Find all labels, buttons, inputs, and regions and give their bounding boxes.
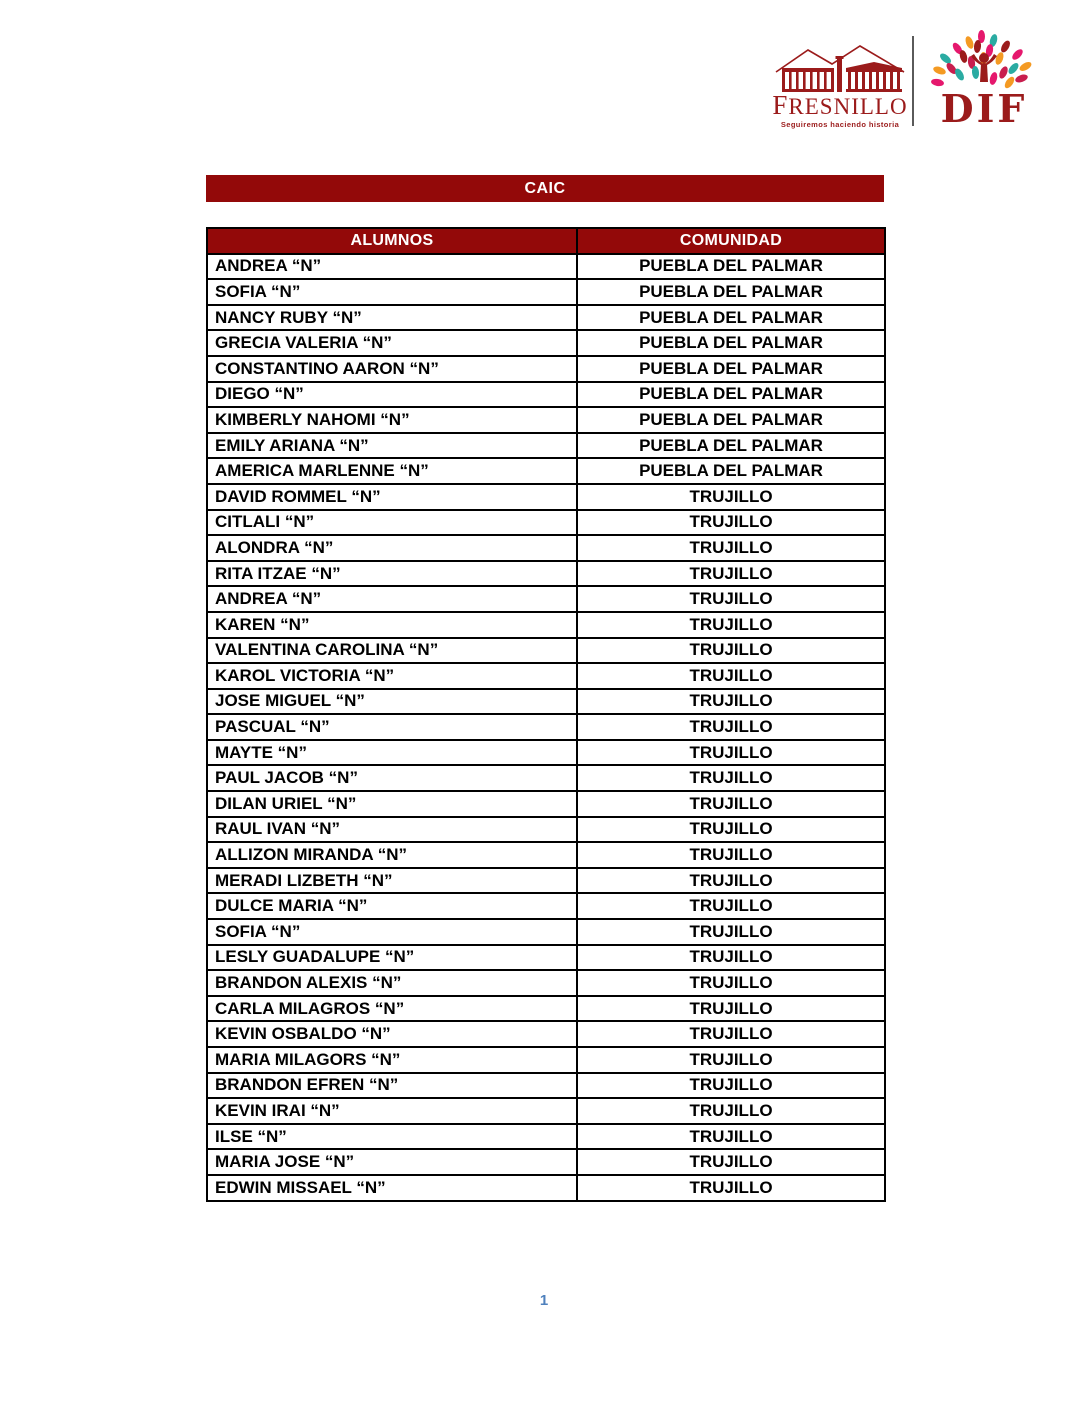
student-name-cell: ANDREA “N” xyxy=(207,254,577,280)
community-cell: TRUJILLO xyxy=(577,740,885,766)
student-name-cell: EDWIN MISSAEL “N” xyxy=(207,1175,577,1201)
student-name-cell: CITLALI “N” xyxy=(207,510,577,536)
table-row xyxy=(207,1098,885,1124)
dif-person-icon xyxy=(969,52,999,86)
table-row xyxy=(207,382,885,408)
student-name-cell: RITA ITZAE “N” xyxy=(207,561,577,587)
community-cell: PUEBLA DEL PALMAR xyxy=(577,356,885,382)
page-number: 1 xyxy=(539,1292,549,1309)
table-row xyxy=(207,1047,885,1073)
fresnillo-building-icon xyxy=(774,42,906,94)
student-name-cell: DULCE MARIA “N” xyxy=(207,893,577,919)
community-cell: TRUJILLO xyxy=(577,1047,885,1073)
student-name-cell: DILAN URIEL “N” xyxy=(207,791,577,817)
student-name-cell: DAVID ROMMEL “N” xyxy=(207,484,577,510)
table-row xyxy=(207,484,885,510)
table-row xyxy=(207,817,885,843)
table-row xyxy=(207,305,885,331)
table-row xyxy=(207,279,885,305)
community-cell: TRUJILLO xyxy=(577,945,885,971)
community-cell: PUEBLA DEL PALMAR xyxy=(577,433,885,459)
community-cell: PUEBLA DEL PALMAR xyxy=(577,279,885,305)
column-header-alumnos: ALUMNOS xyxy=(207,228,577,254)
student-name-cell: VALENTINA CAROLINA “N” xyxy=(207,638,577,664)
student-name-cell: KAREN “N” xyxy=(207,612,577,638)
dif-leaf-icon xyxy=(953,67,966,82)
student-name-cell: DIEGO “N” xyxy=(207,382,577,408)
community-cell: TRUJILLO xyxy=(577,791,885,817)
student-name-cell: BRANDON ALEXIS “N” xyxy=(207,970,577,996)
table-row xyxy=(207,714,885,740)
table-row xyxy=(207,868,885,894)
table-row xyxy=(207,612,885,638)
community-cell: TRUJILLO xyxy=(577,919,885,945)
dif-logo xyxy=(932,30,1036,131)
community-cell: PUEBLA DEL PALMAR xyxy=(577,254,885,280)
community-cell: TRUJILLO xyxy=(577,1124,885,1150)
table-row xyxy=(207,458,885,484)
community-cell: TRUJILLO xyxy=(577,535,885,561)
table-row xyxy=(207,510,885,536)
community-cell: TRUJILLO xyxy=(577,1175,885,1201)
student-name-cell: BRANDON EFREN “N” xyxy=(207,1073,577,1099)
student-name-cell: NANCY RUBY “N” xyxy=(207,305,577,331)
community-cell: PUEBLA DEL PALMAR xyxy=(577,305,885,331)
dif-leaf-icon xyxy=(932,65,947,76)
community-cell: TRUJILLO xyxy=(577,1149,885,1175)
community-cell: TRUJILLO xyxy=(577,689,885,715)
student-name-cell: AMERICA MARLENNE “N” xyxy=(207,458,577,484)
student-name-cell: ANDREA “N” xyxy=(207,586,577,612)
community-cell: TRUJILLO xyxy=(577,1073,885,1099)
student-name-cell: SOFIA “N” xyxy=(207,279,577,305)
table-row xyxy=(207,330,885,356)
community-cell: TRUJILLO xyxy=(577,868,885,894)
community-cell: PUEBLA DEL PALMAR xyxy=(577,382,885,408)
table-row xyxy=(207,765,885,791)
table-row xyxy=(207,740,885,766)
table-row xyxy=(207,945,885,971)
student-name-cell: PASCUAL “N” xyxy=(207,714,577,740)
student-name-cell: ALLIZON MIRANDA “N” xyxy=(207,842,577,868)
community-cell: TRUJILLO xyxy=(577,1021,885,1047)
student-name-cell: MAYTE “N” xyxy=(207,740,577,766)
fresnillo-logo xyxy=(770,42,910,129)
community-cell: TRUJILLO xyxy=(577,561,885,587)
community-cell: TRUJILLO xyxy=(577,612,885,638)
table-row xyxy=(207,842,885,868)
community-cell: TRUJILLO xyxy=(577,714,885,740)
student-name-cell: KAROL VICTORIA “N” xyxy=(207,663,577,689)
dif-wordmark: DIF xyxy=(940,86,1028,131)
community-cell: TRUJILLO xyxy=(577,663,885,689)
table-row xyxy=(207,1073,885,1099)
community-cell: PUEBLA DEL PALMAR xyxy=(577,330,885,356)
student-name-cell: PAUL JACOB “N” xyxy=(207,765,577,791)
table-body xyxy=(207,254,885,1201)
table-row xyxy=(207,1175,885,1201)
student-name-cell: MARIA MILAGORS “N” xyxy=(207,1047,577,1073)
student-name-cell: MERADI LIZBETH “N” xyxy=(207,868,577,894)
student-name-cell: EMILY ARIANA “N” xyxy=(207,433,577,459)
table-row xyxy=(207,919,885,945)
table-row xyxy=(207,996,885,1022)
community-cell: TRUJILLO xyxy=(577,893,885,919)
student-name-cell: KEVIN IRAI “N” xyxy=(207,1098,577,1124)
dif-leaf-icon xyxy=(1014,73,1029,84)
community-cell: TRUJILLO xyxy=(577,638,885,664)
dif-leaf-icon xyxy=(1010,47,1024,61)
community-cell: PUEBLA DEL PALMAR xyxy=(577,458,885,484)
fresnillo-wordmark: FRESNILLO xyxy=(772,90,908,120)
community-cell: TRUJILLO xyxy=(577,586,885,612)
community-cell: TRUJILLO xyxy=(577,817,885,843)
student-name-cell: CONSTANTINO AARON “N” xyxy=(207,356,577,382)
table-row xyxy=(207,561,885,587)
fresnillo-tagline: Seguiremos haciendo historia xyxy=(780,120,900,129)
dif-leaf-icon xyxy=(1018,60,1033,73)
table-row xyxy=(207,1021,885,1047)
student-name-cell: RAUL IVAN “N” xyxy=(207,817,577,843)
community-cell: TRUJILLO xyxy=(577,996,885,1022)
student-name-cell: ALONDRA “N” xyxy=(207,535,577,561)
logo-divider xyxy=(912,36,914,126)
table-row xyxy=(207,893,885,919)
student-name-cell: JOSE MIGUEL “N” xyxy=(207,689,577,715)
table-row xyxy=(207,254,885,280)
student-name-cell: CARLA MILAGROS “N” xyxy=(207,996,577,1022)
community-cell: PUEBLA DEL PALMAR xyxy=(577,407,885,433)
student-name-cell: KEVIN OSBALDO “N” xyxy=(207,1021,577,1047)
table-row xyxy=(207,663,885,689)
column-header-comunidad: COMUNIDAD xyxy=(577,228,885,254)
student-name-cell: LESLY GUADALUPE “N” xyxy=(207,945,577,971)
table-row xyxy=(207,1149,885,1175)
students-table xyxy=(206,227,886,1202)
community-cell: TRUJILLO xyxy=(577,765,885,791)
header-logos xyxy=(760,28,1050,131)
community-cell: TRUJILLO xyxy=(577,842,885,868)
table-row xyxy=(207,689,885,715)
community-cell: TRUJILLO xyxy=(577,510,885,536)
table-row xyxy=(207,586,885,612)
table-row xyxy=(207,356,885,382)
student-name-cell: KIMBERLY NAHOMI “N” xyxy=(207,407,577,433)
table-row xyxy=(207,970,885,996)
caic-title-bar: CAIC xyxy=(206,175,884,202)
student-name-cell: GRECIA VALERIA “N” xyxy=(207,330,577,356)
community-cell: TRUJILLO xyxy=(577,970,885,996)
student-name-cell: ILSE “N” xyxy=(207,1124,577,1150)
table-row xyxy=(207,433,885,459)
table-header-row xyxy=(207,228,885,254)
table-row xyxy=(207,535,885,561)
table-row xyxy=(207,1124,885,1150)
table-row xyxy=(207,407,885,433)
community-cell: TRUJILLO xyxy=(577,484,885,510)
community-cell: TRUJILLO xyxy=(577,1098,885,1124)
table-row xyxy=(207,791,885,817)
student-name-cell: SOFIA “N” xyxy=(207,919,577,945)
table-row xyxy=(207,638,885,664)
student-name-cell: MARIA JOSE “N” xyxy=(207,1149,577,1175)
